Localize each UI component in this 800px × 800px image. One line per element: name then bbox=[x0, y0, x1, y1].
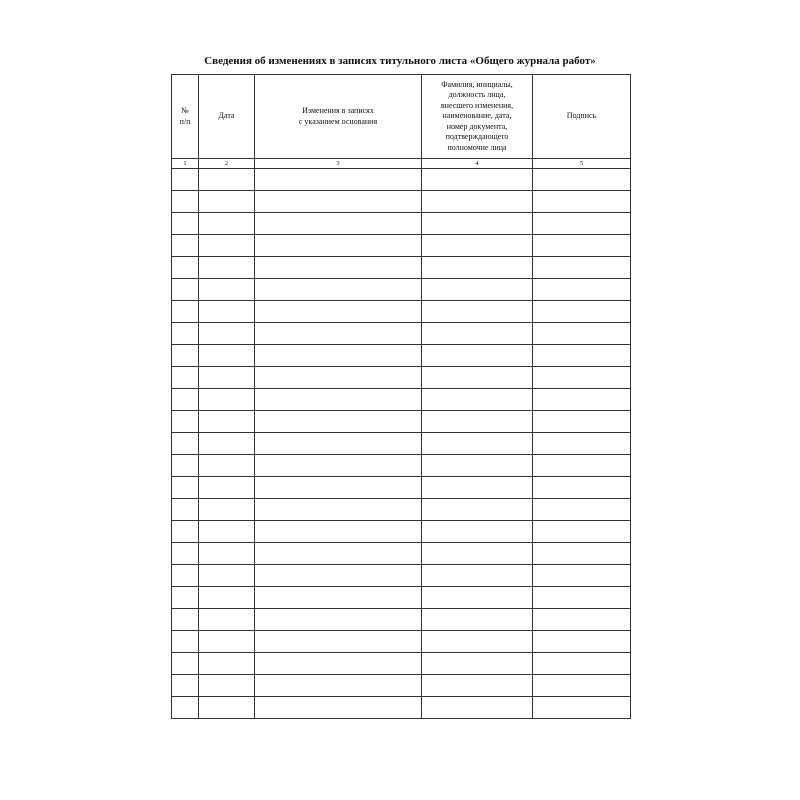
table-cell bbox=[422, 213, 533, 235]
table-cell bbox=[172, 235, 199, 257]
table-cell bbox=[199, 697, 255, 719]
table-cell bbox=[255, 433, 422, 455]
table-row bbox=[172, 433, 631, 455]
table-cell bbox=[172, 279, 199, 301]
header-number: № п/п bbox=[172, 75, 199, 159]
table-cell bbox=[172, 675, 199, 697]
changes-table bbox=[171, 74, 631, 719]
table-cell bbox=[172, 565, 199, 587]
table-cell bbox=[533, 235, 631, 257]
table-cell bbox=[255, 257, 422, 279]
table-cell bbox=[533, 477, 631, 499]
table-cell bbox=[199, 521, 255, 543]
column-number: 3 bbox=[255, 159, 422, 169]
table-cell bbox=[255, 191, 422, 213]
table-row bbox=[172, 609, 631, 631]
table-row bbox=[172, 191, 631, 213]
table-cell bbox=[422, 521, 533, 543]
table-cell bbox=[533, 411, 631, 433]
column-number: 2 bbox=[199, 159, 255, 169]
table-cell bbox=[533, 433, 631, 455]
table-cell bbox=[422, 499, 533, 521]
header-date: Дата bbox=[199, 75, 255, 159]
table-cell bbox=[533, 521, 631, 543]
table-cell bbox=[255, 213, 422, 235]
table-cell bbox=[172, 477, 199, 499]
table-cell bbox=[199, 543, 255, 565]
table-cell bbox=[422, 653, 533, 675]
table-row bbox=[172, 653, 631, 675]
table-cell bbox=[422, 169, 533, 191]
table-cell bbox=[172, 587, 199, 609]
table-cell bbox=[422, 389, 533, 411]
table-row bbox=[172, 367, 631, 389]
table-cell bbox=[199, 257, 255, 279]
table-header-row bbox=[172, 75, 631, 159]
table-cell bbox=[422, 697, 533, 719]
table-cell bbox=[422, 279, 533, 301]
table-row bbox=[172, 257, 631, 279]
table-cell bbox=[199, 653, 255, 675]
table-cell bbox=[172, 389, 199, 411]
table-cell bbox=[533, 587, 631, 609]
column-number-row bbox=[172, 159, 631, 169]
table-cell bbox=[172, 609, 199, 631]
table-cell bbox=[533, 323, 631, 345]
table-cell bbox=[255, 323, 422, 345]
table-cell bbox=[533, 213, 631, 235]
table-cell bbox=[422, 257, 533, 279]
table-cell bbox=[172, 367, 199, 389]
table-cell bbox=[533, 169, 631, 191]
table-cell bbox=[422, 455, 533, 477]
table-cell bbox=[255, 543, 422, 565]
table-cell bbox=[255, 499, 422, 521]
table-cell bbox=[422, 477, 533, 499]
header-changes: Изменения в записях с указанием основания bbox=[255, 75, 422, 159]
table-cell bbox=[533, 257, 631, 279]
table-row bbox=[172, 631, 631, 653]
table-row bbox=[172, 499, 631, 521]
header-signature: Подпись bbox=[533, 75, 631, 159]
table-cell bbox=[172, 653, 199, 675]
table-cell bbox=[422, 367, 533, 389]
table-row bbox=[172, 235, 631, 257]
table-cell bbox=[255, 521, 422, 543]
table-cell bbox=[255, 565, 422, 587]
table-row bbox=[172, 543, 631, 565]
table-cell bbox=[533, 565, 631, 587]
table-cell bbox=[199, 345, 255, 367]
table-cell bbox=[255, 411, 422, 433]
table-cell bbox=[255, 389, 422, 411]
table-cell bbox=[172, 323, 199, 345]
table-cell bbox=[533, 455, 631, 477]
table-cell bbox=[422, 675, 533, 697]
table-cell bbox=[422, 543, 533, 565]
table-cell bbox=[199, 323, 255, 345]
table-row bbox=[172, 697, 631, 719]
table-row bbox=[172, 411, 631, 433]
table-cell bbox=[533, 279, 631, 301]
table-cell bbox=[533, 191, 631, 213]
table-cell bbox=[422, 301, 533, 323]
table-cell bbox=[172, 169, 199, 191]
table-cell bbox=[422, 191, 533, 213]
table-cell bbox=[422, 631, 533, 653]
column-number: 4 bbox=[422, 159, 533, 169]
table-cell bbox=[172, 455, 199, 477]
table-body bbox=[172, 169, 631, 719]
table-cell bbox=[199, 279, 255, 301]
table-row bbox=[172, 279, 631, 301]
table-cell bbox=[199, 587, 255, 609]
table-cell bbox=[199, 411, 255, 433]
table-cell bbox=[199, 235, 255, 257]
table-row bbox=[172, 301, 631, 323]
table-cell bbox=[422, 345, 533, 367]
table-cell bbox=[199, 675, 255, 697]
table-cell bbox=[422, 609, 533, 631]
table-cell bbox=[172, 521, 199, 543]
table-cell bbox=[255, 675, 422, 697]
table-cell bbox=[422, 323, 533, 345]
table-cell bbox=[422, 433, 533, 455]
table-cell bbox=[255, 455, 422, 477]
table-cell bbox=[255, 587, 422, 609]
table-cell bbox=[199, 565, 255, 587]
table-cell bbox=[255, 609, 422, 631]
table-cell bbox=[533, 675, 631, 697]
table-cell bbox=[199, 389, 255, 411]
table-cell bbox=[199, 367, 255, 389]
table-row bbox=[172, 389, 631, 411]
table-cell bbox=[172, 257, 199, 279]
table-cell bbox=[255, 169, 422, 191]
table-cell bbox=[172, 301, 199, 323]
column-number: 1 bbox=[172, 159, 199, 169]
table-cell bbox=[255, 279, 422, 301]
table-cell bbox=[255, 345, 422, 367]
table-cell bbox=[199, 191, 255, 213]
table-cell bbox=[199, 455, 255, 477]
table-cell bbox=[422, 411, 533, 433]
table-cell bbox=[533, 301, 631, 323]
table-cell bbox=[255, 653, 422, 675]
table-cell bbox=[199, 433, 255, 455]
table-cell bbox=[533, 367, 631, 389]
table-cell bbox=[533, 609, 631, 631]
table-cell bbox=[199, 169, 255, 191]
table-row bbox=[172, 675, 631, 697]
table-cell bbox=[172, 213, 199, 235]
table-cell bbox=[533, 653, 631, 675]
table-cell bbox=[533, 499, 631, 521]
table-cell bbox=[199, 609, 255, 631]
table-cell bbox=[255, 477, 422, 499]
table-cell bbox=[422, 587, 533, 609]
table-cell bbox=[199, 477, 255, 499]
table-cell bbox=[533, 697, 631, 719]
table-cell bbox=[255, 235, 422, 257]
table-cell bbox=[199, 631, 255, 653]
table-cell bbox=[172, 697, 199, 719]
table-cell bbox=[172, 543, 199, 565]
column-number: 5 bbox=[533, 159, 631, 169]
table-row bbox=[172, 587, 631, 609]
table-cell bbox=[255, 697, 422, 719]
table-row bbox=[172, 169, 631, 191]
table-row bbox=[172, 213, 631, 235]
table-cell bbox=[533, 543, 631, 565]
table-cell bbox=[199, 213, 255, 235]
table-cell bbox=[533, 389, 631, 411]
table-row bbox=[172, 565, 631, 587]
table-row bbox=[172, 521, 631, 543]
table-row bbox=[172, 455, 631, 477]
table-row bbox=[172, 477, 631, 499]
header-person: Фамилия, инициалы, должность лица, внесшего изменения, наименование, дата, номер документа, подтверждающего полномочие лица bbox=[422, 75, 533, 159]
table-cell bbox=[199, 301, 255, 323]
table-cell bbox=[199, 499, 255, 521]
table-cell bbox=[172, 345, 199, 367]
table-cell bbox=[172, 631, 199, 653]
table-row bbox=[172, 345, 631, 367]
table-cell bbox=[533, 631, 631, 653]
table-cell bbox=[255, 301, 422, 323]
table-cell bbox=[422, 235, 533, 257]
table-cell bbox=[172, 411, 199, 433]
table-cell bbox=[533, 345, 631, 367]
table-cell bbox=[172, 499, 199, 521]
table-cell bbox=[255, 367, 422, 389]
table-row bbox=[172, 323, 631, 345]
table-cell bbox=[255, 631, 422, 653]
table-cell bbox=[172, 433, 199, 455]
document-title: Сведения об изменениях в записях титульного листа «Общего журнала работ» bbox=[204, 55, 596, 67]
table-cell bbox=[422, 565, 533, 587]
table-cell bbox=[172, 191, 199, 213]
